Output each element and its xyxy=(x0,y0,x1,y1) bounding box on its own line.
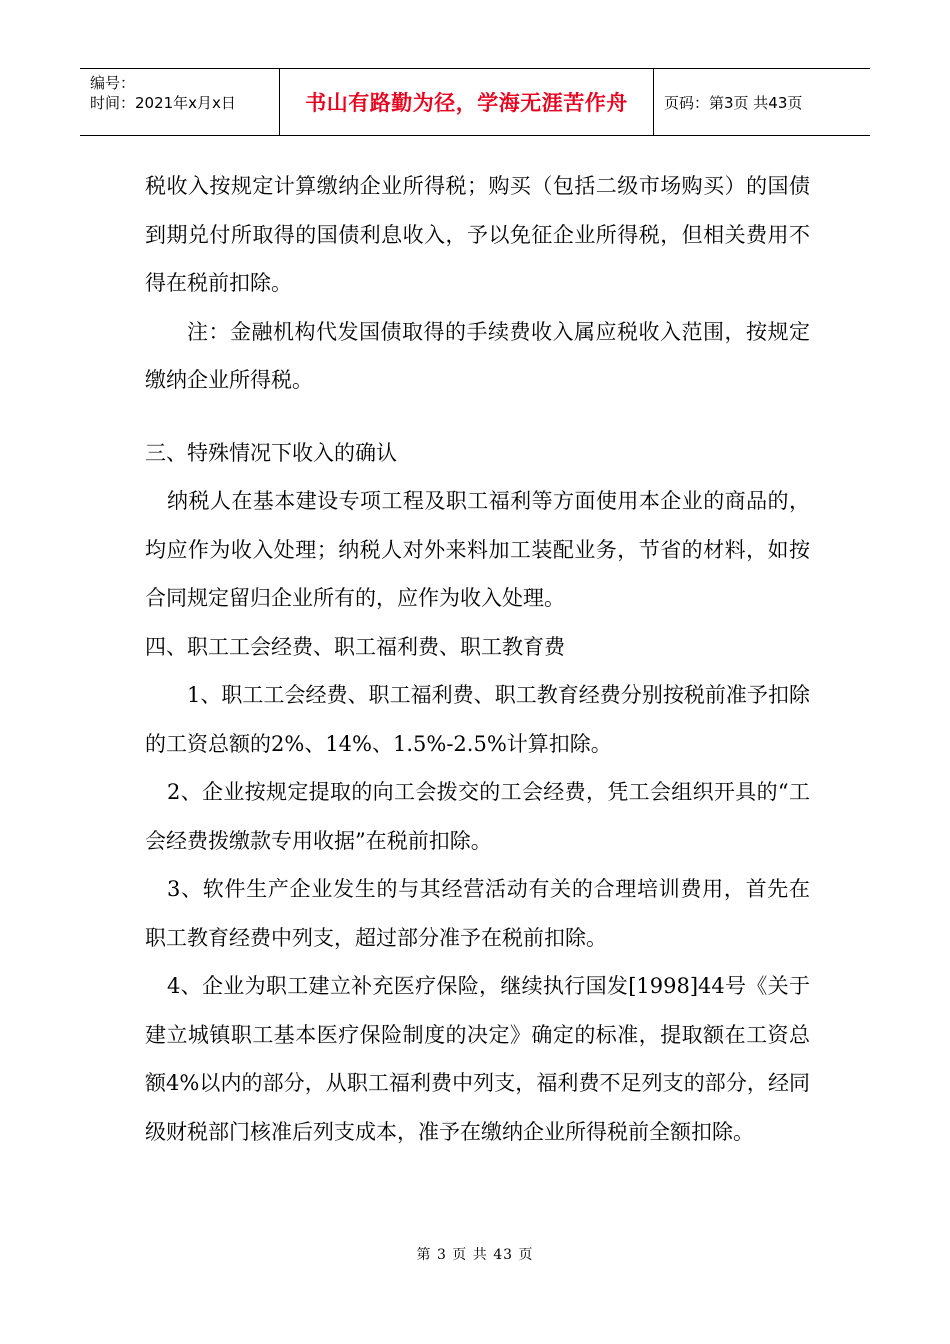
body-paragraph: 税收入按规定计算缴纳企业所得税；购买（包括二级市场购买）的国债到期兑付所取得的国债利息收入，予以免征企业所得税，但相关费用不得在税前扣除。 xyxy=(145,174,810,295)
header-page-info: 页码：第3页 共43页 xyxy=(664,93,803,112)
page-footer: 第 3 页 共 43 页 xyxy=(416,1247,534,1263)
list-item: 4、企业为职工建立补充医疗保险，继续执行国发[1998]44号《关于建立城镇职工基本医疗保险制度的决定》确定的标准，提取额在工资总额4%以内的部分，从职工福利费中列支，福利费不足列支的部分，经同级财税部门核准后列支成本，准予在缴纳企业所得税前全额扣除。 xyxy=(145,974,810,1144)
list-item: 2、企业按规定提取的向工会拨交的工会经费，凭工会组织开具的“工会经费拨缴款专用收据”在税前扣除。 xyxy=(145,780,810,853)
document-body xyxy=(145,162,810,1156)
note-paragraph: 注：金融机构代发国债取得的手续费收入属应税收入范围，按规定缴纳企业所得税。 xyxy=(145,319,810,392)
paragraph-gap xyxy=(145,405,810,429)
list-item: 1、职工工会经费、职工福利费、职工教育经费分别按税前准予扣除的工资总额的2%、14%、1.5%-2.5%计算扣除。 xyxy=(145,683,810,756)
document-number: 编号： xyxy=(90,74,136,92)
document-time: 时间：2021年x月x日 xyxy=(90,94,236,112)
header-meta xyxy=(80,69,280,135)
page-header xyxy=(80,68,870,136)
section-heading: 四、职工工会经费、职工福利费、职工教育费 xyxy=(145,634,565,659)
section-heading: 三、特殊情况下收入的确认 xyxy=(145,440,397,465)
header-motto: 书山有路勤为径，学海无涯苦作舟 xyxy=(305,91,628,115)
list-item: 3、软件生产企业发生的与其经营活动有关的合理培训费用，首先在职工教育经费中列支，超过部分准予在税前扣除。 xyxy=(145,877,810,950)
body-paragraph: 纳税人在基本建设专项工程及职工福利等方面使用本企业的商品的，均应作为收入处理；纳税人对外来料加工装配业务，节省的材料，如按合同规定留归企业所有的，应作为收入处理。 xyxy=(145,489,810,610)
header-motto-cell xyxy=(280,69,654,135)
